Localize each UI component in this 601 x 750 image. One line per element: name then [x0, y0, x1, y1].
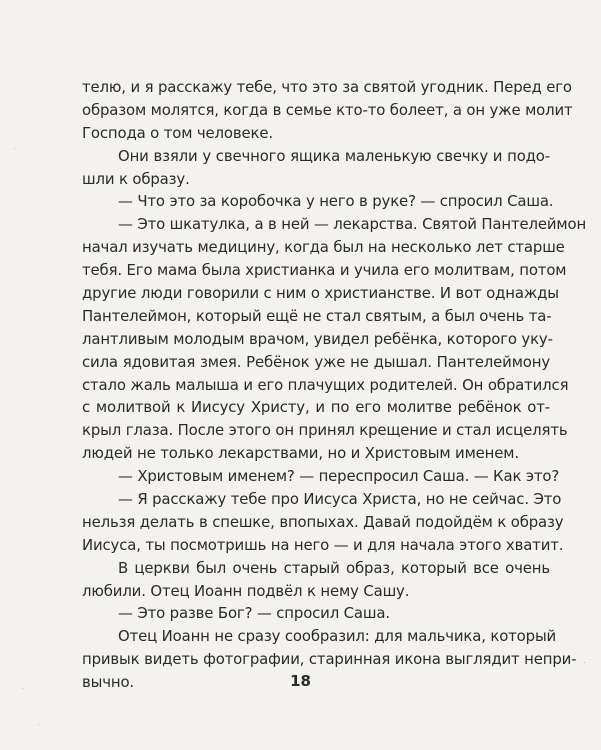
- text-line: — Я расскажу тебе про Иисуса Христа, но не сейчас. Это: [118, 490, 562, 509]
- text-line: образом молятся, когда в семье кто-то болеет, а он уже молит: [82, 100, 573, 119]
- text-line: любили. Отец Иоанн подвёл к нему Сашу.: [82, 581, 410, 600]
- text-line: — Это шкатулка, а в ней — лекарства. Святой Пантелеймон: [118, 215, 587, 234]
- text-line: шли к образу.: [82, 169, 190, 188]
- text-line: стало жаль малыша и его плачущих родителей. Он обратился: [82, 375, 569, 394]
- paper-speck: [22, 688, 23, 689]
- text-line: нельзя делать в спешке, впопыхах. Давай подойдём к образу: [82, 512, 564, 531]
- text-line: Иисуса, ты посмотришь на него — и для начала этого хватит.: [82, 535, 564, 554]
- text-line: Господа о том человеке.: [82, 123, 273, 142]
- text-line: телю, и я расскажу тебе, что это за святой угодник. Перед его: [82, 78, 572, 96]
- text-line: вычно.: [82, 673, 135, 692]
- text-line: с молитвой к Иисусу Христу, и по его молитве ребёнок от-: [82, 398, 550, 417]
- text-line: людей не только лекарствами, но и Христовым именем.: [82, 444, 519, 463]
- text-line: начал изучать медицину, когда был на несколько лет старше: [82, 238, 565, 257]
- text-line: — Что это за коробочка у него в руке? — спросил Саша.: [118, 192, 554, 211]
- paper-speck: [38, 724, 39, 725]
- body-text: [82, 76, 587, 694]
- paper-speck: [584, 662, 585, 663]
- paper-speck: [14, 148, 15, 149]
- page-number: 18: [290, 672, 311, 690]
- text-line: Они взяли у свечного ящика маленькую свечку и подо-: [118, 146, 550, 165]
- text-line: другие люди говорили с ним о христианстве. И вот однажды: [82, 284, 559, 303]
- text-line: лантливым молодым врачом, увидел ребёнка, которого уку-: [82, 329, 553, 348]
- text-line: тебя. Его мама была христианка и учила его молитвам, потом: [82, 261, 567, 280]
- text-line: В церкви был очень старый образ, который все очень: [118, 558, 550, 577]
- text-line: — Это разве Бог? — спросил Саша.: [118, 604, 390, 623]
- text-line: сила ядовитая змея. Ребёнок уже не дышал. Пантелеймону: [82, 352, 550, 371]
- text-line: привык видеть фотографии, старинная икона выглядит непри-: [82, 650, 577, 669]
- text-line: Отец Иоанн не сразу сообразил: для мальчика, который: [118, 627, 557, 646]
- text-line: крыл глаза. После этого он принял крещение и стал исцелять: [82, 421, 568, 440]
- text-line: Пантелеймон, который ещё не стал святым, а был очень та-: [82, 306, 552, 325]
- text-line: — Христовым именем? — переспросил Саша. — Как это?: [118, 467, 560, 486]
